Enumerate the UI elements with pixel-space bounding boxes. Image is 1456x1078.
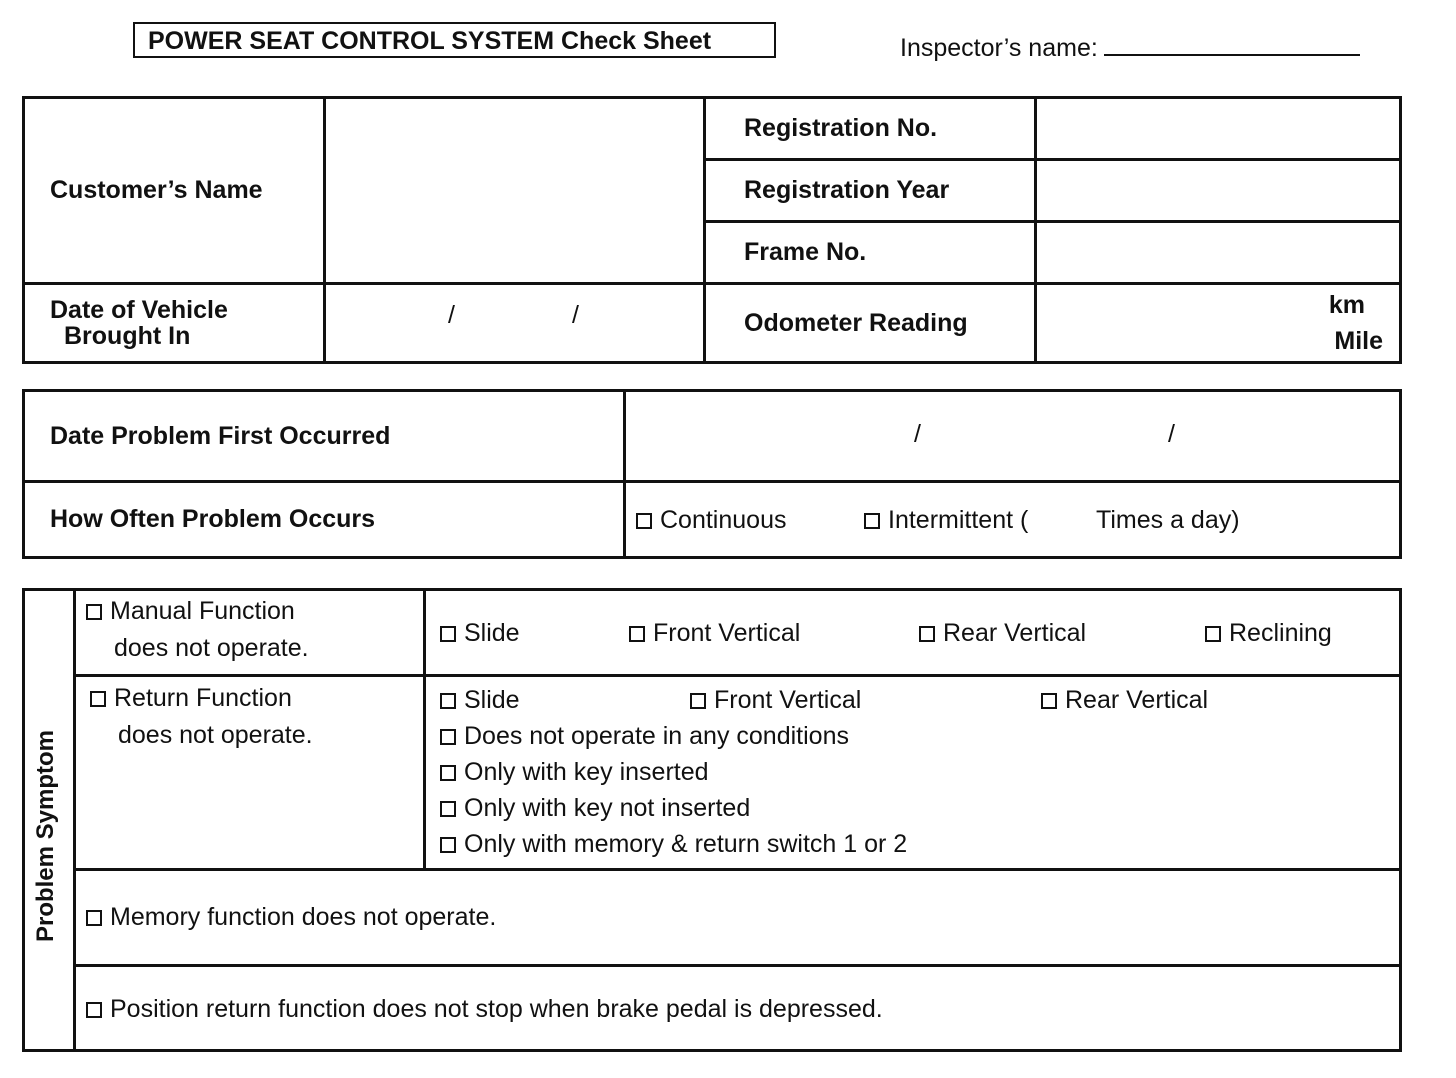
checkbox-icon [86, 604, 102, 620]
odometer-unit-mile: Mile [1334, 327, 1383, 355]
inspector-name-label: Inspector’s name: [900, 34, 1098, 62]
checkbox-icon [440, 765, 456, 781]
odometer-unit-km: km [1328, 291, 1365, 319]
intermittent-checkbox[interactable]: Intermittent ( [864, 506, 1028, 535]
continuous-checkbox[interactable]: Continuous [636, 506, 786, 535]
date-separator: / [914, 420, 921, 448]
manual-option-slide[interactable]: Slide [440, 619, 520, 648]
checkbox-icon [440, 801, 456, 817]
problem-symptom-label: Problem Symptom [32, 729, 59, 943]
checkbox-icon [629, 626, 645, 642]
inspector-name-field[interactable] [900, 30, 1360, 63]
return-condition-key-inserted[interactable]: Only with key inserted [440, 758, 709, 787]
checkbox-icon [90, 691, 106, 707]
registration-year-field[interactable] [1036, 160, 1401, 222]
checkbox-icon [440, 693, 456, 709]
checkbox-icon [864, 513, 880, 529]
return-option-rear-vertical[interactable]: Rear Vertical [1041, 686, 1208, 715]
return-function-cell [75, 676, 425, 870]
checkbox-icon [636, 513, 652, 529]
first-occurred-field[interactable] [625, 391, 1401, 482]
date-separator: / [448, 301, 455, 329]
registration-no-label: Registration No. [705, 98, 1036, 160]
checkbox-icon [440, 626, 456, 642]
memory-function-cell [75, 870, 1401, 966]
inspector-name-line[interactable] [1104, 30, 1360, 56]
checkbox-icon [1205, 626, 1221, 642]
problem-symptom-table [22, 588, 1402, 1052]
vehicle-info-table [22, 96, 1402, 364]
return-condition-any[interactable]: Does not operate in any conditions [440, 722, 849, 751]
checkbox-icon [86, 1002, 102, 1018]
manual-option-reclining[interactable]: Reclining [1205, 619, 1332, 648]
times-a-day-label: Times a day) [1096, 506, 1240, 534]
manual-function-label-line2: does not operate. [114, 634, 309, 662]
date-separator: / [1168, 420, 1175, 448]
manual-option-front-vertical[interactable]: Front Vertical [629, 619, 800, 648]
date-brought-in-label [24, 284, 325, 363]
brake-pedal-checkbox[interactable]: Position return function does not stop when brake pedal is depressed. [86, 995, 883, 1024]
date-brought-in-label-line1: Date of Vehicle [50, 296, 228, 324]
checkbox-icon [919, 626, 935, 642]
first-occurred-label: Date Problem First Occurred [24, 391, 625, 482]
date-brought-in-field[interactable] [325, 284, 705, 363]
registration-no-field[interactable] [1036, 98, 1401, 160]
manual-function-checkbox[interactable]: Manual Function [86, 597, 295, 626]
odometer-field[interactable] [1036, 284, 1401, 363]
customer-name-label: Customer’s Name [24, 98, 325, 284]
checkbox-icon [1041, 693, 1057, 709]
frequency-label: How Often Problem Occurs [24, 482, 625, 558]
checkbox-icon [690, 693, 706, 709]
problem-timing-table [22, 389, 1402, 559]
manual-options-cell [425, 590, 1401, 676]
return-function-label-line2: does not operate. [118, 721, 313, 749]
frequency-options [625, 482, 1401, 558]
date-brought-in-label-line2: Brought In [64, 322, 191, 350]
memory-function-checkbox[interactable]: Memory function does not operate. [86, 903, 496, 932]
frame-no-field[interactable] [1036, 222, 1401, 284]
date-separator: / [572, 301, 579, 329]
return-condition-key-not-inserted[interactable]: Only with key not inserted [440, 794, 750, 823]
return-condition-memory-switch[interactable]: Only with memory & return switch 1 or 2 [440, 830, 907, 859]
checkbox-icon [440, 729, 456, 745]
brake-pedal-cell [75, 966, 1401, 1051]
frame-no-label: Frame No. [705, 222, 1036, 284]
registration-year-label: Registration Year [705, 160, 1036, 222]
checkbox-icon [440, 837, 456, 853]
return-option-front-vertical[interactable]: Front Vertical [690, 686, 861, 715]
return-options-cell [425, 676, 1401, 870]
form-title: POWER SEAT CONTROL SYSTEM Check Sheet [133, 22, 776, 58]
manual-function-cell [75, 590, 425, 676]
return-option-slide[interactable]: Slide [440, 686, 520, 715]
checkbox-icon [86, 910, 102, 926]
manual-option-rear-vertical[interactable]: Rear Vertical [919, 619, 1086, 648]
return-function-checkbox[interactable]: Return Function [90, 684, 292, 713]
odometer-label: Odometer Reading [705, 284, 1036, 363]
customer-name-field[interactable] [325, 98, 705, 284]
